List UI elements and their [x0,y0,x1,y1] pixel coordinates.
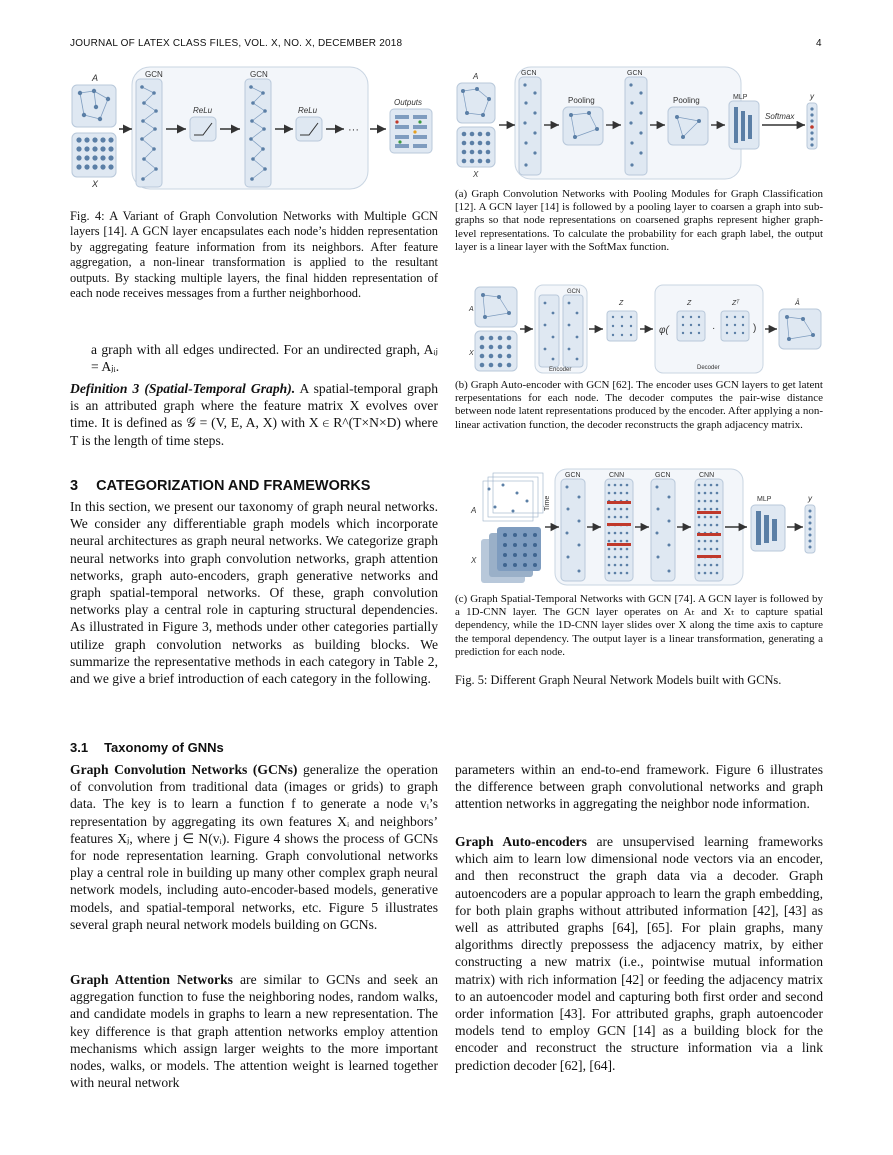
gat-body: are similar to GCNs and seek an aggregation function to fuse the neighboring nodes, random walks, and candidate models in graphs to learn a new representation. The key difference is that graph attention networks employ attention mechanisms which assign larger weights to the more important nodes, walks, or models. The attention weight is learned together with neural network [70,972,438,1091]
label-decoder: Decoder [697,365,720,371]
label-gcn-2: GCN [655,472,671,479]
cnn-cell [620,492,623,495]
cnn-cell [704,508,707,511]
label-Z: Z [619,300,624,307]
cnn-cell [698,508,701,511]
feature-tensor-X [481,527,541,583]
cnn-cell [614,516,617,519]
gat-continuation-paragraph: parameters within an end-to-end framework. Figure 6 illustrates the difference between graph convolutional networks and graph attention networks in aggregating the neighbor node information. [455,762,823,812]
cnn-cell [704,540,707,543]
gat-paragraph [70,971,438,1091]
cnn-cell [704,548,707,551]
cnn-cell [608,572,611,575]
cnn-cell [716,524,719,527]
cnn-cell [716,484,719,487]
cnn-cell [614,540,617,543]
cnn-cell [710,572,713,575]
figure-5a-caption: (a) Graph Convolution Networks with Pooling Modules for Graph Classification [12]. A GCN layer [14] is followed by a pooling layer to coarsen a graph into sub-graphs so that node representations on coarsened graphs represent higher graph-level representations. To calculate the probability for each graph label, the output layer is a linear layer with the SoftMax function. [455,188,823,253]
label-encoder: Encoder [549,367,572,373]
label-gcn-2: GCN [627,70,643,77]
gcn-2 [651,479,675,581]
label-Z-decoder: Z [687,300,692,307]
cnn-cell [608,556,611,559]
cnn-cell [626,532,629,535]
cnn-cell [608,564,611,567]
label-phi: φ( [659,325,669,336]
cnn-cell [698,564,701,567]
cnn-cell [710,524,713,527]
section-3-heading [70,477,438,495]
cnn-cell [698,484,701,487]
cnn-cell [716,516,719,519]
cnn-cell [698,492,701,495]
cnn-cell [704,484,707,487]
gcn-1 [519,77,541,175]
figure-5a [455,63,823,183]
label-outputs: Outputs [394,98,423,107]
definition-3-body: A spatial-temporal graph is an attributed graph where the feature matrix X evolves over time. It is defined as 𝒢 = (V, E, A, X) with X ∈ R^(T×N×D) where T is the length of time steps. [70,381,438,448]
label-relu-1: ReLu [193,106,213,115]
cnn-cell [620,540,623,543]
figure-5b [455,283,823,375]
pooling-1 [563,107,603,145]
section-3-1-heading [70,739,438,757]
cnn-cell [716,540,719,543]
cnn-cell [620,484,623,487]
cnn-cell [704,572,707,575]
cnn-cell [716,572,719,575]
cnn-cell [698,548,701,551]
cnn-cell [620,572,623,575]
label-dot: · [712,323,716,334]
relu-2 [296,117,322,141]
cnn-cell [626,492,629,495]
cnn-cell [698,500,701,503]
pooling-2 [668,107,708,145]
figure-5c-caption: (c) Graph Spatial-Temporal Networks with GCN [74]. A GCN layer is followed by a 1D-CNN layer. The GCN layer operates on Aₜ and Xₜ to capture spatial dependency, while the 1D-CNN layer slides over X along the time axis to capture the temporal dependency. The output layer is a linear transformation, generating a prediction for each node. [455,593,823,658]
cnn-cell [620,532,623,535]
label-time: Time [544,495,551,511]
cnn-cell [614,572,617,575]
label-A: A [92,73,99,83]
cnn-cell [608,492,611,495]
cnn-cell [608,484,611,487]
graph-A [475,287,517,327]
label-gcn-2: GCN [250,70,268,79]
cnn-cell [614,556,617,559]
cnn-cell [710,492,713,495]
cnn-cell [716,548,719,551]
gcn-2 [625,77,647,175]
cnn-cell [626,556,629,559]
cnn-cell [620,564,623,567]
cnn-cell [620,548,623,551]
cnn-cell [704,516,707,519]
cnn-cell [710,484,713,487]
cnn-cell [716,500,719,503]
cnn-cell [704,500,707,503]
definition-3 [70,380,438,449]
cnn-cell [614,564,617,567]
label-gcn-1: GCN [521,70,537,77]
gcn-layer-1 [136,79,162,187]
label-mlp: MLP [757,496,772,503]
cnn-cell [704,492,707,495]
gat-term: Graph Attention Networks [70,972,233,987]
figure-5a-graphic [455,63,823,183]
definition-3-heading: Definition 3 (Spatial-Temporal Graph). [70,381,296,396]
section-3-number: 3 [70,478,79,494]
page-number: 4 [816,38,822,49]
cnn-cell [626,508,629,511]
cnn-cell [698,524,701,527]
figure-5b-graphic [455,283,823,375]
reconstructed-A [779,309,821,349]
gae-term: Graph Auto-encoders [455,834,587,849]
running-header: JOURNAL OF LATEX CLASS FILES, VOL. X, NO. X, DECEMBER 2018 [70,38,403,49]
figure-5c [455,467,823,587]
cnn-cell [608,532,611,535]
gcn-layer-2 [245,79,271,187]
cnn-cell [704,564,707,567]
cnn-cell [626,572,629,575]
cnn-cell [620,516,623,519]
label-mlp: MLP [733,94,748,101]
label-pooling-1: Pooling [568,96,595,105]
cnn-cell [710,516,713,519]
label-X: X [473,170,479,179]
cnn-cell [698,540,701,543]
cnn-cell [710,548,713,551]
gae-body: are unsupervised learning frameworks which aim to learn low dimensional node vectors via an encoder, and then reconstruct the graph data via a decoder. Graph autoencoders are a popular approach to learn the graph embedding, for both plain graphs without attributed information [42], [43] as well as attributed graphs [64], [65]. For plain graphs, many algorithms directly prepossess the adjacency matrix, by either constructing a new matrix (i.e., pointwise mutual information matrix) with rich information [42] or feeding the adjacency matrix to an autoencoder model and capturing both first order and second order information [43]. For attributed graphs, graph autoencoder models tend to employ GCN [14] as a building block for the encoder and reconstruct the structure information via a link prediction decoder [62], [64]. [455,834,823,1073]
ellipsis: ··· [348,124,359,136]
cnn-cell [614,532,617,535]
figure-4-graphic [70,63,438,195]
label-relu-2: ReLu [298,106,318,115]
cnn-cell [626,516,629,519]
cnn-cell [716,492,719,495]
gcn-body: generalize the operation of convolution from traditional data (images or grids) to graph data. The key is to learn a function f to generate a node vᵢ’s representation by aggregating its own features Xᵢ and neighbors’ features Xⱼ, where j ∈ N(vᵢ). Figure 4 shows the process of GCNs for node representation learning. Graph convolutional networks play a central role in building up many other complex graph neural network models, including auto-encoder-based models, generative models, and spatial-temporal networks, etc. Figure 5 illustrates several graph neural network models building on GCNs. [70,762,438,932]
label-gcn: GCN [567,289,581,295]
section-3-1-title: Taxonomy of GNNs [104,740,224,755]
section-3-title: CATEGORIZATION AND FRAMEWORKS [96,478,371,494]
figure-4-caption: Fig. 4: A Variant of Graph Convolution Networks with Multiple GCN layers [14]. A GCN layer encapsulates each node’s hidden representation by aggregating feature information from its neighbors. After feature aggregation, a non-linear transformation is applied to the resultant outputs. By stacking multiple layers, the final hidden representation of each node receives messages from a further neighborhood. [70,209,438,301]
label-close-paren: ) [753,323,757,334]
cnn-cell [704,524,707,527]
cnn-cell [620,508,623,511]
label-X: X [471,556,477,565]
cnn-cell [614,548,617,551]
figure-5b-caption: (b) Graph Auto-encoder with GCN [62]. The encoder uses GCN layers to get latent rerpesentations for each node. The decoder computes the pair-wise distance between node latent representations produced by the encoder. After applying a non-linear activation function, the decoder reconstructs the graph adjacency matrix. [455,379,823,431]
label-y: y [810,92,814,101]
cnn-cell [710,508,713,511]
label-A-hat: Â [795,300,800,307]
undirected-graph-text: a graph with all edges undirected. For an undirected graph, Aᵢⱼ = Aⱼᵢ. [91,342,438,375]
cnn-cell [614,492,617,495]
label-pooling-2: Pooling [673,96,700,105]
cnn-cell [626,548,629,551]
cnn-cell [626,564,629,567]
cnn-cell [710,540,713,543]
cnn-cell [698,516,701,519]
label-Z-transpose: Zᵀ [732,300,740,307]
cnn-cell [620,556,623,559]
figure-4 [70,63,438,195]
cnn-cell [716,564,719,567]
section-3-1-number: 3.1 [70,740,89,755]
gcn-term: Graph Convolution Networks (GCNs) [70,762,298,777]
gcn-paragraph [70,761,438,933]
label-A: A [471,506,477,515]
section-3-paragraph: In this section, we present our taxonomy of graph neural networks. We consider any differentiable graph models which incorporate neural architectures as graph neural networks. We categorize graph neural networks into graph convolution networks, graph attention networks, graph auto-encoders, graph generative networks and graph spatial-temporal networks. Of these, graph convolution networks play a central role in capturing structural dependencies. As illustrated in Figure 3, methods under other categories partially utilize graph convolution networks as building blocks. We summarize the representative methods in each category in Table 2, and we give a brief introduction of each category in the following. [70,499,438,687]
relu-1 [190,117,216,141]
cnn-cell [710,500,713,503]
cnn-cell [626,540,629,543]
cnn-cell [614,484,617,487]
label-y: y [808,494,812,503]
label-softmax: Softmax [765,112,795,121]
label-gcn-1: GCN [145,70,163,79]
cnn-cell [614,508,617,511]
label-X: X [469,350,474,357]
label-cnn-2: CNN [699,472,715,479]
graph-autoencoders-paragraph [455,833,823,1074]
label-A: A [473,72,479,81]
cnn-cell [716,508,719,511]
cnn-cell [626,484,629,487]
figure-5-caption: Fig. 5: Different Graph Neural Network Models built with GCNs. [455,673,782,687]
cnn-cell [608,540,611,543]
cnn-cell [698,572,701,575]
figure-5c-graphic [455,467,823,587]
cnn-cell [608,548,611,551]
label-cnn-1: CNN [609,472,625,479]
cnn-cell [710,564,713,567]
cnn-cell [608,508,611,511]
gcn-1 [561,479,585,581]
label-X: X [92,179,99,189]
temporal-graph-stack [483,473,543,521]
cnn-cell [608,516,611,519]
label-gcn-1: GCN [565,472,581,479]
label-A: A [469,306,474,313]
